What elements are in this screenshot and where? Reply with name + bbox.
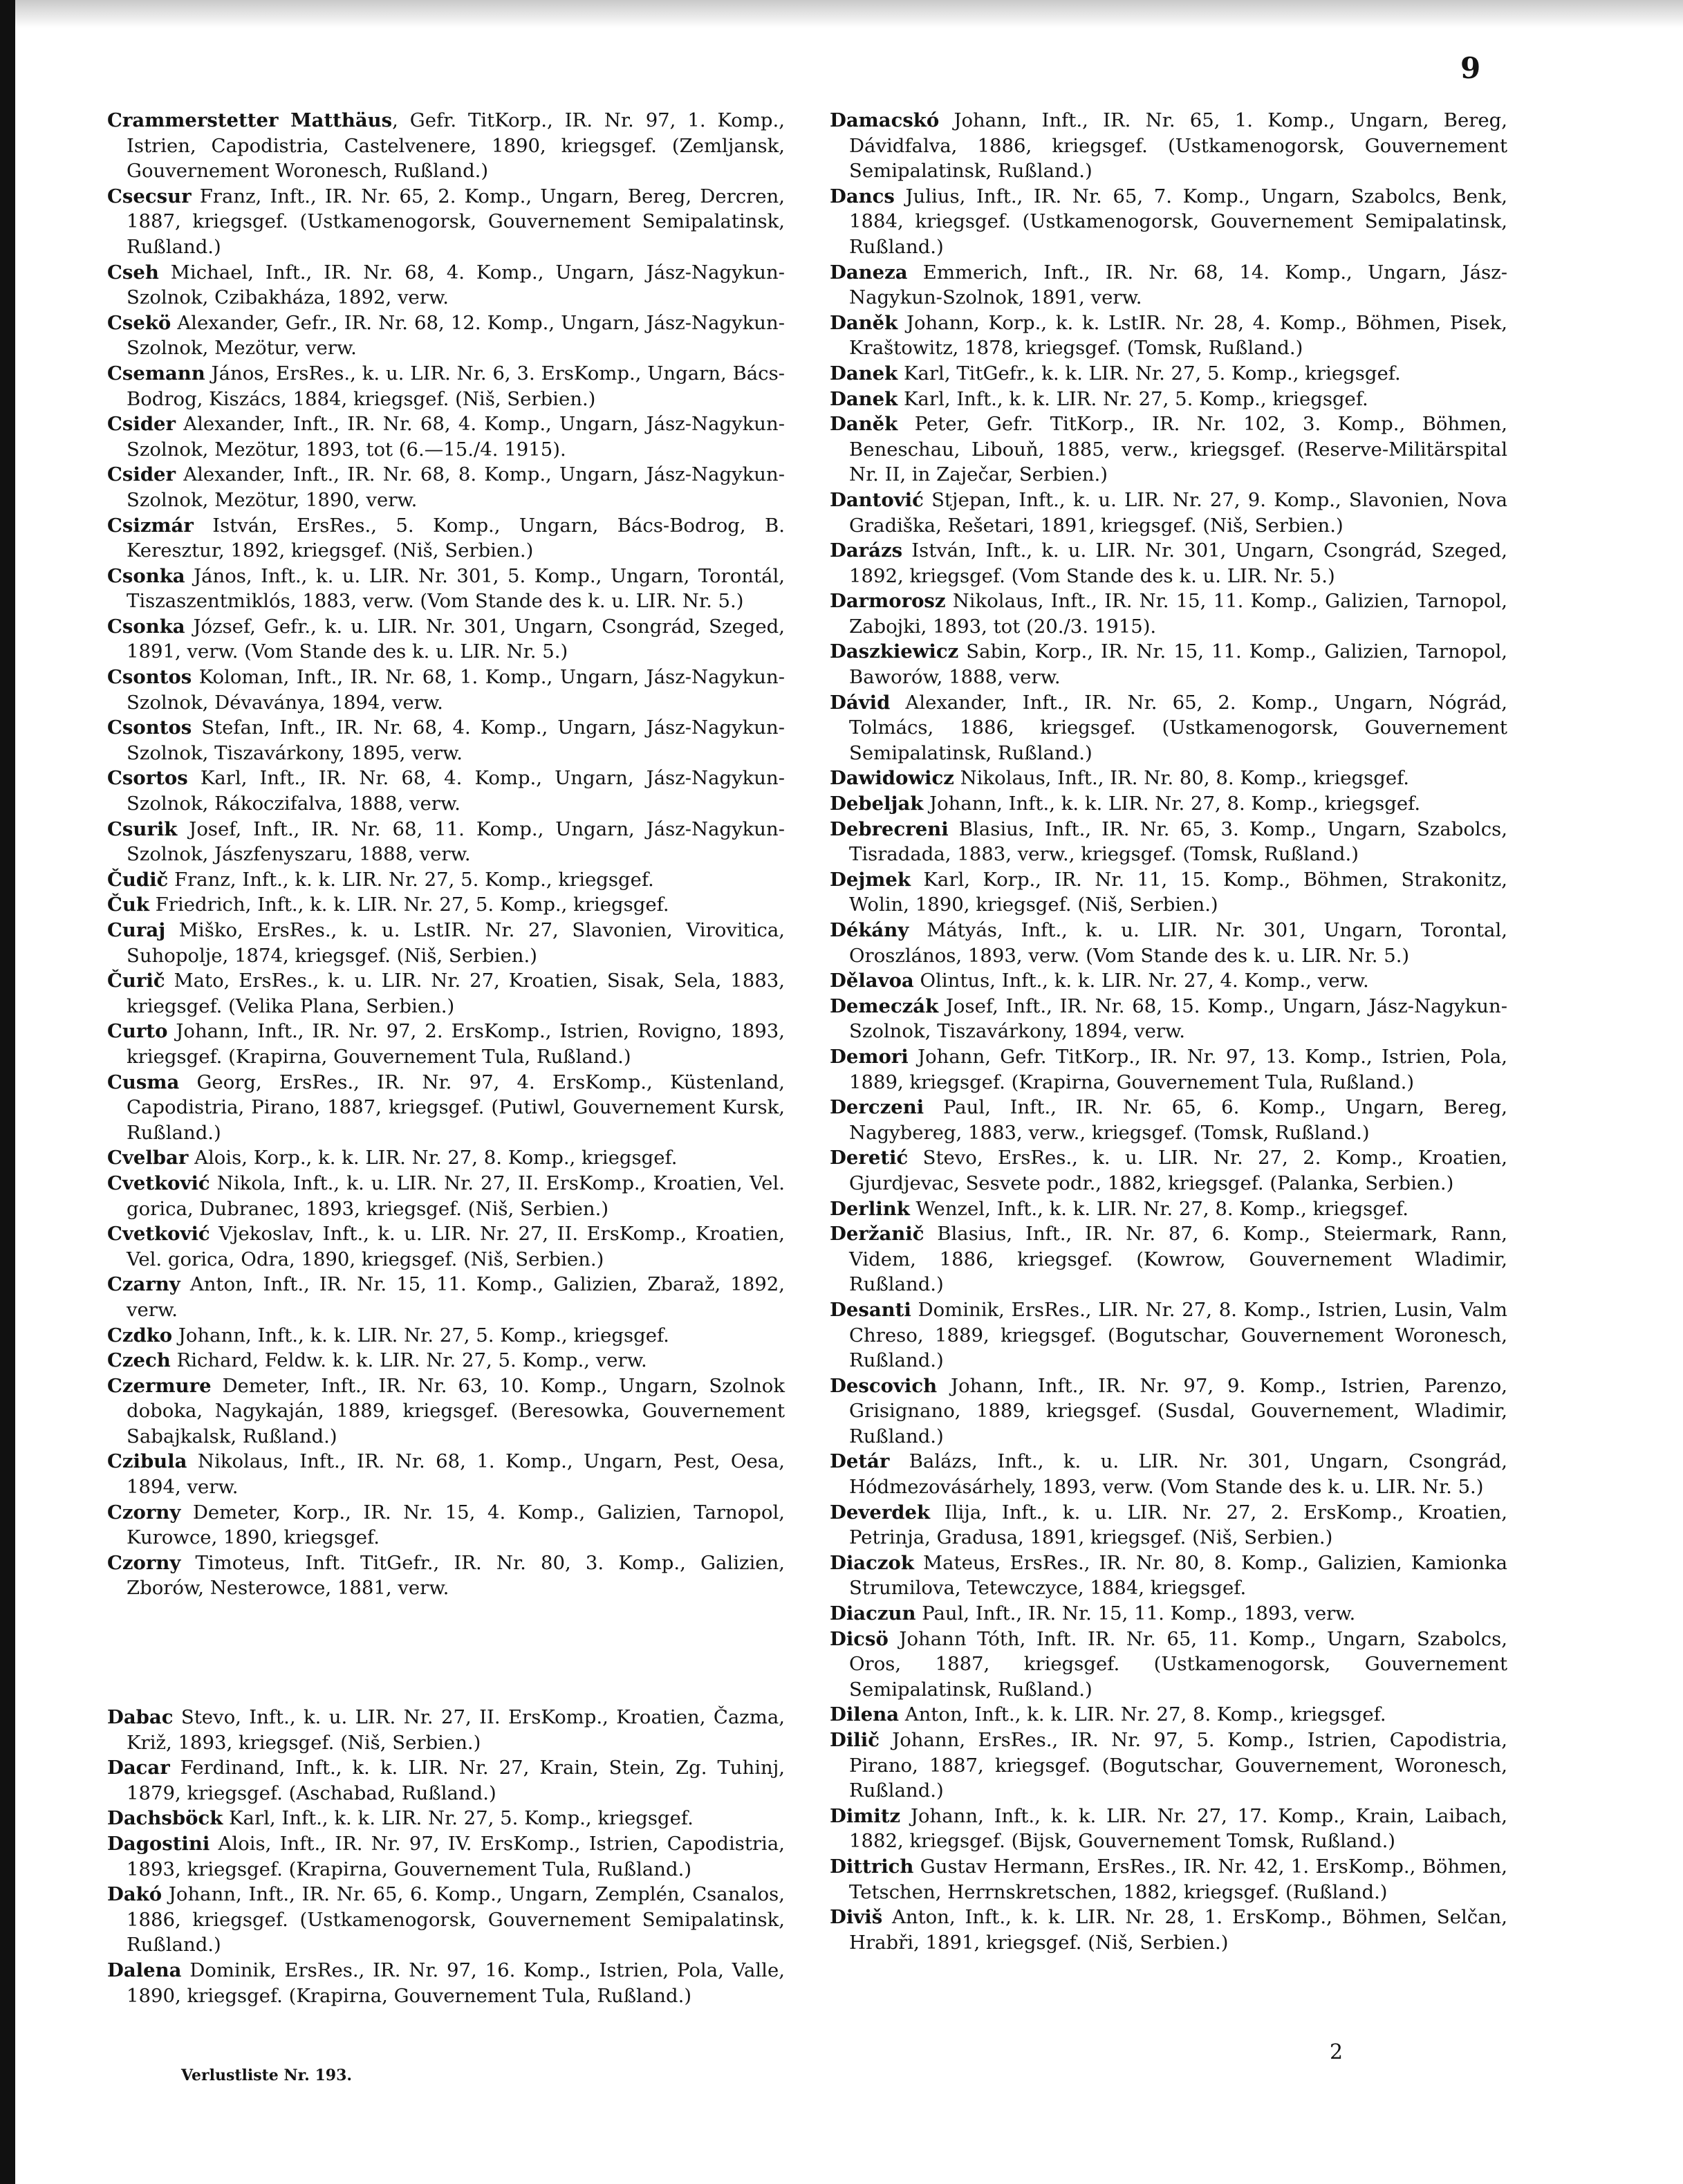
entry-surname: Deverdek <box>830 1501 931 1524</box>
entry-surname: Csortos <box>107 767 188 790</box>
entry-surname: Derlink <box>830 1197 910 1220</box>
entry-surname: Dawidowicz <box>830 767 954 790</box>
casualty-entry <box>830 1095 1507 1145</box>
entry-details: Blasius, Inft., IR. Nr. 65, 3. Komp., Ungarn, Szabolcs, Tisradada, 1883, verw., kriegsgef. (Tomsk, Rußland.) <box>849 817 1507 866</box>
casualty-entry <box>107 513 785 564</box>
entry-details: Michael, Inft., IR. Nr. 68, 4. Komp., Ungarn, Jász-Nagykun-Szolnok, Czibakháza, 1892, verw. <box>127 261 785 309</box>
entry-details: Paul, Inft., IR. Nr. 65, 6. Komp., Ungarn, Bereg, Nagybereg, 1883, verw., kriegsgef. (Tomsk, Rußland.) <box>849 1096 1507 1144</box>
entry-surname: Czorny <box>107 1551 181 1574</box>
section-gap <box>107 1601 785 1705</box>
entry-surname: Demeczák <box>830 994 939 1017</box>
entry-details: József, Gefr., k. u. LIR. Nr. 301, Ungarn, Csongrád, Szeged, 1891, verw. (Vom Stande des k. u. LIR. Nr. 5.) <box>127 615 785 663</box>
entry-details: Ferdinand, Inft., k. k. LIR. Nr. 27, Krain, Stein, Zg. Tuhinj, 1879, kriegsgef. (Aschabad, Rußland.) <box>127 1757 785 1804</box>
entry-surname: Čurič <box>107 970 165 992</box>
casualty-entry <box>830 968 1507 994</box>
casualty-entry <box>830 817 1507 867</box>
entry-surname: Dávid <box>830 691 891 714</box>
entry-details: Karl, Korp., IR. Nr. 11, 15. Komp., Böhmen, Strakonitz, Wolin, 1890, kriegsgef. (Niš, Serbien.) <box>849 868 1507 916</box>
entry-details: Johann, Korp., k. k. LstIR. Nr. 28, 4. Komp., Böhmen, Pisek, Kraštowitz, 1878, kriegsgef. (Tomsk, Rußland.) <box>849 311 1507 360</box>
entry-details: Demeter, Korp., IR. Nr. 15, 4. Komp., Galizien, Tarnopol, Kurowce, 1890, kriegsgef. <box>127 1501 785 1549</box>
entry-surname: Cusma <box>107 1071 180 1093</box>
entry-details: Emmerich, Inft., IR. Nr. 68, 14. Komp., Ungarn, Jász-Nagykun-Szolnok, 1891, verw. <box>849 261 1507 309</box>
casualty-entry <box>830 1044 1507 1095</box>
casualty-entry <box>830 411 1507 488</box>
casualty-entry <box>107 361 785 411</box>
entry-surname: Czorny <box>107 1501 181 1524</box>
entry-details: Mateus, ErsRes., IR. Nr. 80, 8. Komp., Galizien, Kamionka Strumilova, Tetewczyce, 1884, kriegsgef. <box>849 1551 1507 1600</box>
entry-surname: Daszkiewicz <box>830 640 959 663</box>
entry-surname: Csontos <box>107 666 192 689</box>
entry-details: Josef, Inft., IR. Nr. 68, 11. Komp., Ungarn, Jász-Nagykun-Szolnok, Jászfenyszaru, 1888, verw. <box>127 817 785 866</box>
casualty-entry <box>107 1882 785 1958</box>
casualty-entry <box>107 1221 785 1272</box>
entry-surname: Dékány <box>830 919 909 941</box>
entry-surname: Cseh <box>107 261 159 284</box>
entry-surname: Dimitz <box>830 1804 901 1827</box>
entry-details: János, ErsRes., k. u. LIR. Nr. 6, 3. ErsKomp., Ungarn, Bács-Bodrog, Kiszács, 1884, kriegsgef. (Niš, Serbien.) <box>127 362 785 410</box>
entry-details: Timoteus, Inft. TitGefr., IR. Nr. 80, 3. Komp., Galizien, Zborów, Nesterowce, 1881, verw. <box>127 1551 785 1600</box>
casualty-entry <box>107 1272 785 1322</box>
entry-surname: Csider <box>107 463 176 486</box>
entry-details: Alexander, Inft., IR. Nr. 65, 2. Komp., Ungarn, Nógrád, Tolmács, 1886, kriegsgef. (Ustkamenogorsk, Gouvernement Semipalatinsk, Rußland.) <box>849 691 1507 764</box>
entry-details: Mato, ErsRes., k. u. LIR. Nr. 27, Kroatien, Sisak, Sela, 1883, kriegsgef. (Velika Plana, Serbien.) <box>127 970 785 1017</box>
casualty-entry <box>107 1551 785 1601</box>
entry-details: Johann, ErsRes., IR. Nr. 97, 5. Komp., Istrien, Capodistria, Pirano, 1887, kriegsgef. (Bogutschar, Gouvernement, Woronesch, Rußland.) <box>849 1729 1507 1802</box>
casualty-entry <box>107 1755 785 1806</box>
entry-surname: Cvelbar <box>107 1147 189 1169</box>
entry-surname: Dilena <box>830 1703 900 1726</box>
entry-details: Olintus, Inft., k. k. LIR. Nr. 27, 4. Komp., verw. <box>913 970 1369 992</box>
casualty-entry <box>107 184 785 260</box>
entry-surname: Deretić <box>830 1147 909 1169</box>
entry-details: Balázs, Inft., k. u. LIR. Nr. 301, Ungarn, Csongrád, Hódmezovásárhely, 1893, verw. (Vom Stande des k. u. LIR. Nr. 5.) <box>849 1450 1507 1499</box>
entry-surname: Dilič <box>830 1729 880 1751</box>
footer-issue: Verlustliste Nr. 193. <box>181 2066 353 2084</box>
entry-surname: Dakó <box>107 1883 162 1906</box>
entry-surname: Csonka <box>107 564 185 587</box>
entry-details: Franz, Inft., IR. Nr. 65, 2. Komp., Ungarn, Bereg, Dercren, 1887, kriegsgef. (Ustkamenogorsk, Gouvernement Semipalatinsk, Rußland.) <box>127 185 785 258</box>
casualty-entry <box>107 462 785 512</box>
entry-details: Georg, ErsRes., IR. Nr. 97, 4. ErsKomp., Küstenland, Capodistria, Pirano, 1887, kriegsgef. (Putiwl, Gouvernement Kursk, Rußland.) <box>127 1071 785 1144</box>
casualty-entry <box>830 311 1507 361</box>
entry-details: Peter, Gefr. TitKorp., IR. Nr. 102, 3. Komp., Böhmen, Beneschau, Libouň, 1885, verw., kriegsgef. (Reserve-Militärspital Nr. II, in Zaječar, Serbien.) <box>849 413 1507 486</box>
casualty-entry <box>107 1019 785 1069</box>
casualty-entry <box>107 1323 785 1349</box>
entry-details: Johann, Inft., IR. Nr. 97, 9. Komp., Istrien, Parenzo, Grisignano, 1889, kriegsgef. (Susdal, Gouvernement, Wladimir, Rußland.) <box>849 1374 1507 1447</box>
entry-surname: Deržanič <box>830 1223 924 1246</box>
entry-surname: Diviš <box>830 1906 883 1929</box>
casualty-entry <box>107 311 785 361</box>
entry-surname: Dejmek <box>830 868 911 891</box>
casualty-entry <box>830 538 1507 589</box>
entry-details: Blasius, Inft., IR. Nr. 87, 6. Komp., Steiermark, Rann, Videm, 1886, kriegsgef. (Kowrow, Gouvernement Wladimir, Rußland.) <box>849 1223 1507 1296</box>
page-number: 9 <box>1460 51 1481 85</box>
entry-details: Johann Tóth, Inft. IR. Nr. 65, 11. Komp., Ungarn, Szabolcs, Oros, 1887, kriegsgef. (Ustkamenogorsk, Gouvernement Semipalatinsk, Rußland.) <box>849 1627 1507 1701</box>
entry-surname: Dělavoa <box>830 970 914 992</box>
entry-details: , Gefr. TitKorp., IR. Nr. 97, 1. Komp., Istrien, Capodistria, Castelvenere, 1890, kriegsgef. (Zemljansk, Gouvernement Woronesch, Rußland.) <box>127 109 785 183</box>
casualty-entry <box>107 411 785 462</box>
entry-surname: Danek <box>830 387 898 410</box>
entry-surname: Darázs <box>830 539 903 562</box>
entry-details: Miško, ErsRes., k. u. LstIR. Nr. 27, Slavonien, Virovitica, Suhopolje, 1874, kriegsgef. (Niš, Serbien.) <box>127 919 785 967</box>
casualty-entry <box>107 715 785 766</box>
entry-surname: Csonka <box>107 615 185 638</box>
casualty-entry <box>830 361 1507 387</box>
casualty-entry <box>107 564 785 614</box>
entry-details: Mátyás, Inft., k. u. LIR. Nr. 301, Ungarn, Torontal, Oroszlános, 1893, verw. (Vom Stande des k. u. LIR. Nr. 5.) <box>849 919 1507 967</box>
casualty-entry <box>830 1449 1507 1499</box>
casualty-entry <box>830 1728 1507 1804</box>
entry-surname: Czech <box>107 1349 171 1372</box>
casualty-entry <box>830 690 1507 766</box>
entry-details: Sabin, Korp., IR. Nr. 15, 11. Komp., Galizien, Tarnopol, Baworów, 1888, verw. <box>849 640 1507 689</box>
entry-details: Paul, Inft., IR. Nr. 15, 11. Komp., 1893, verw. <box>915 1602 1356 1625</box>
entry-surname: Dachsböck <box>107 1807 223 1830</box>
casualty-entry <box>830 1601 1507 1627</box>
entry-surname: Curto <box>107 1020 168 1043</box>
entry-details: Demeter, Inft., IR. Nr. 63, 10. Komp., Ungarn, Szolnok doboka, Nagykaján, 1889, kriegsgef. (Beresowka, Gouvernement Sabajkalsk, Rußland.) <box>127 1374 785 1447</box>
casualty-entry <box>107 614 785 665</box>
entry-details: Stevo, Inft., k. u. LIR. Nr. 27, II. ErsKomp., Kroatien, Čazma, Križ, 1893, kriegsgef. (Niš, Serbien.) <box>127 1706 785 1754</box>
entry-details: Josef, Inft., IR. Nr. 68, 15. Komp., Ungarn, Jász-Nagykun-Szolnok, Tiszavárkony, 1894, verw. <box>849 994 1507 1043</box>
casualty-entry <box>107 968 785 1019</box>
entry-details: Nikolaus, Inft., IR. Nr. 80, 8. Komp., kriegsgef. <box>954 767 1410 790</box>
casualty-entry <box>107 1806 785 1831</box>
entry-surname: Csecsur <box>107 185 192 207</box>
entry-details: István, Inft., k. u. LIR. Nr. 301, Ungarn, Csongrád, Szeged, 1892, kriegsgef. (Vom Stande des k. u. LIR. Nr. 5.) <box>849 539 1507 587</box>
casualty-entry <box>107 260 785 311</box>
entry-details: Karl, TitGefr., k. k. LIR. Nr. 27, 5. Komp., kriegsgef. <box>898 362 1401 385</box>
entry-details: Dominik, ErsRes., LIR. Nr. 27, 8. Komp., Istrien, Lusin, Valm Chreso, 1889, kriegsgef. (Bogutschar, Gouvernement Woronesch, Rußland.) <box>849 1298 1507 1372</box>
entry-details: Anton, Inft., IR. Nr. 15, 11. Komp., Galizien, Zbaraž, 1892, verw. <box>127 1273 785 1321</box>
casualty-entry <box>830 994 1507 1044</box>
casualty-entry <box>107 1070 785 1146</box>
entry-surname: Czermure <box>107 1374 212 1397</box>
entry-details: Johann, Inft., IR. Nr. 65, 6. Komp., Ungarn, Zemplén, Csanalos, 1886, kriegsgef. (Ustkamenogorsk, Gouvernement Semipalatinsk, Rußland.) <box>127 1883 785 1956</box>
casualty-entry <box>107 817 785 867</box>
casualty-entry <box>107 1145 785 1171</box>
entry-surname: Csontos <box>107 716 192 739</box>
entry-surname: Demori <box>830 1045 909 1068</box>
entry-details: Anton, Inft., k. k. LIR. Nr. 28, 1. ErsKomp., Böhmen, Selčan, Hrabři, 1891, kriegsgef. (Niš, Serbien.) <box>849 1906 1507 1954</box>
casualty-entry <box>830 108 1507 184</box>
casualty-entry <box>107 1348 785 1373</box>
casualty-entry <box>830 260 1507 311</box>
left-column <box>107 108 785 2008</box>
entry-surname: Debeljak <box>830 793 924 815</box>
casualty-entry <box>107 1958 785 2008</box>
entry-details: Johann, Inft., k. k. LIR. Nr. 27, 5. Komp., kriegsgef. <box>172 1324 669 1347</box>
entry-details: Nikolaus, Inft., IR. Nr. 68, 1. Komp., Ungarn, Pest, Oesa, 1894, verw. <box>127 1450 785 1499</box>
entry-details: Johann, Inft., IR. Nr. 97, 2. ErsKomp., Istrien, Rovigno, 1893, kriegsgef. (Krapirna, Gouvernement Tula, Rußland.) <box>127 1020 785 1068</box>
entry-surname: Crammerstetter Matthäus <box>107 109 393 131</box>
entry-surname: Danek <box>830 362 898 385</box>
right-column <box>830 108 1507 1955</box>
casualty-entry <box>830 1905 1507 1955</box>
entry-surname: Debrecreni <box>830 817 949 840</box>
entry-surname: Czarny <box>107 1273 180 1296</box>
entry-surname: Daněk <box>830 413 898 436</box>
entry-details: Vjekoslav, Inft., k. u. LIR. Nr. 27, II. ErsKomp., Kroatien, Vel. gorica, Odra, 1890, kriegsgef. (Niš, Serbien.) <box>127 1223 785 1270</box>
entry-surname: Damacskó <box>830 109 940 131</box>
signature-mark: 2 <box>1330 2040 1343 2064</box>
casualty-entry <box>107 892 785 918</box>
casualty-entry <box>830 1500 1507 1551</box>
entry-details: Alexander, Inft., IR. Nr. 68, 8. Komp., Ungarn, Jász-Nagykun-Szolnok, Mezötur, 1890, verw. <box>127 463 785 511</box>
casualty-entry <box>830 589 1507 639</box>
entry-surname: Dantović <box>830 488 924 511</box>
entry-surname: Curaj <box>107 919 166 941</box>
entry-details: Karl, Inft., IR. Nr. 68, 4. Komp., Ungarn, Jász-Nagykun-Szolnok, Rákoczifalva, 1888, verw. <box>127 767 785 815</box>
casualty-entry <box>830 918 1507 968</box>
entry-surname: Dacar <box>107 1757 170 1779</box>
entry-details: Dominik, ErsRes., IR. Nr. 97, 16. Komp., Istrien, Pola, Valle, 1890, kriegsgef. (Krapirna, Gouvernement Tula, Rußland.) <box>127 1959 785 2007</box>
entry-surname: Csekö <box>107 311 171 334</box>
casualty-entry <box>107 1373 785 1450</box>
casualty-entry <box>107 108 785 184</box>
casualty-entry <box>830 1627 1507 1703</box>
casualty-entry <box>830 184 1507 260</box>
entry-surname: Čuk <box>107 894 149 916</box>
casualty-entry <box>830 1145 1507 1196</box>
casualty-entry <box>830 387 1507 412</box>
casualty-entry <box>107 665 785 715</box>
entry-details: Stjepan, Inft., k. u. LIR. Nr. 27, 9. Komp., Slavonien, Nova Gradiška, Rešetari, 1891, kriegsgef. (Niš, Serbien.) <box>849 488 1507 537</box>
entry-surname: Cvetković <box>107 1172 210 1194</box>
casualty-entry <box>107 918 785 968</box>
entry-details: Alois, Korp., k. k. LIR. Nr. 27, 8. Komp., kriegsgef. <box>188 1147 678 1169</box>
entry-surname: Csurik <box>107 817 178 840</box>
entry-details: Johann, Inft., k. k. LIR. Nr. 27, 8. Komp., kriegsgef. <box>923 793 1421 815</box>
entry-surname: Darmorosz <box>830 590 946 613</box>
entry-details: Nikolaus, Inft., IR. Nr. 15, 11. Komp., Galizien, Tarnopol, Zabojki, 1893, tot (20./3. 1915). <box>849 590 1507 638</box>
entry-surname: Csizmár <box>107 514 194 537</box>
entry-surname: Diaczun <box>830 1602 916 1625</box>
entry-details: István, ErsRes., 5. Komp., Ungarn, Bács-Bodrog, B. Keresztur, 1892, kriegsgef. (Niš, Serbien.) <box>127 514 785 562</box>
casualty-entry <box>107 1831 785 1882</box>
entry-details: Friedrich, Inft., k. k. LIR. Nr. 27, 5. Komp., kriegsgef. <box>149 894 669 916</box>
entry-details: Stefan, Inft., IR. Nr. 68, 4. Komp., Ungarn, Jász-Nagykun-Szolnok, Tiszavárkony, 1895, verw. <box>127 716 785 764</box>
entry-details: Nikola, Inft., k. u. LIR. Nr. 27, II. ErsKomp., Kroatien, Vel. gorica, Dubranec, 1893, kriegsgef. (Niš, Serbien.) <box>127 1172 785 1220</box>
entry-details: Ilija, Inft., k. u. LIR. Nr. 27, 2. ErsKomp., Kroatien, Petrinja, Gradusa, 1891, kriegsgef. (Niš, Serbien.) <box>849 1501 1507 1549</box>
casualty-entry <box>830 488 1507 538</box>
entry-surname: Derczeni <box>830 1096 924 1119</box>
entry-surname: Diaczok <box>830 1551 914 1574</box>
entry-details: János, Inft., k. u. LIR. Nr. 301, 5. Komp., Ungarn, Torontál, Tiszaszentmiklós, 1883, verw. (Vom Stande des k. u. LIR. Nr. 5.) <box>127 564 785 613</box>
entry-details: Stevo, ErsRes., k. u. LIR. Nr. 27, 2. Komp., Kroatien, Gjurdjevac, Sesvete podr., 1882, kriegsgef. (Palanka, Serbien.) <box>849 1147 1507 1194</box>
entry-surname: Cvetković <box>107 1223 210 1246</box>
casualty-entry <box>107 1449 785 1499</box>
casualty-entry <box>830 1804 1507 1854</box>
casualty-entry <box>107 766 785 816</box>
entry-details: Johann, Gefr. TitKorp., IR. Nr. 97, 13. Komp., Istrien, Pola, 1889, kriegsgef. (Krapirna, Gouvernement Tula, Rußland.) <box>849 1045 1507 1093</box>
casualty-entry <box>830 791 1507 817</box>
casualty-entry <box>107 1705 785 1755</box>
entry-surname: Desanti <box>830 1298 911 1321</box>
entry-surname: Dancs <box>830 185 895 207</box>
casualty-entry <box>107 1500 785 1551</box>
entry-surname: Csemann <box>107 362 205 385</box>
entry-details: Gustav Hermann, ErsRes., IR. Nr. 42, 1. ErsKomp., Böhmen, Tetschen, Herrnskretschen, 1882, kriegsgef. (Rußland.) <box>849 1855 1507 1903</box>
casualty-entry <box>830 766 1507 791</box>
casualty-entry <box>830 1196 1507 1222</box>
casualty-entry <box>830 1373 1507 1450</box>
entry-surname: Dalena <box>107 1959 182 1981</box>
entry-details: Alexander, Gefr., IR. Nr. 68, 12. Komp., Ungarn, Jász-Nagykun-Szolnok, Mezötur, verw. <box>127 311 785 360</box>
entry-surname: Dittrich <box>830 1855 914 1878</box>
entry-surname: Czibula <box>107 1450 187 1473</box>
entry-surname: Czdko <box>107 1324 173 1347</box>
casualty-entry <box>107 867 785 893</box>
casualty-entry <box>830 867 1507 918</box>
entry-details: Karl, Inft., k. k. LIR. Nr. 27, 5. Komp., kriegsgef. <box>898 387 1368 410</box>
entry-surname: Daněk <box>830 311 898 334</box>
casualty-entry <box>830 1297 1507 1373</box>
casualty-entry <box>830 1221 1507 1297</box>
entry-details: Koloman, Inft., IR. Nr. 68, 1. Komp., Ungarn, Jász-Nagykun-Szolnok, Dévaványa, 1894, verw. <box>127 666 785 714</box>
entry-details: Karl, Inft., k. k. LIR. Nr. 27, 5. Komp., kriegsgef. <box>223 1807 694 1830</box>
entry-surname: Csider <box>107 413 176 436</box>
casualty-entry <box>107 1171 785 1221</box>
entry-surname: Čudič <box>107 868 169 891</box>
scan-top-shadow <box>15 0 1683 28</box>
entry-surname: Dagostini <box>107 1833 210 1855</box>
entry-surname: Dabac <box>107 1706 174 1729</box>
scan-left-edge <box>0 0 15 2184</box>
casualty-entry <box>830 639 1507 690</box>
entry-details: Anton, Inft., k. k. LIR. Nr. 27, 8. Komp., kriegsgef. <box>899 1703 1386 1726</box>
entry-surname: Daneza <box>830 261 908 284</box>
entry-details: Alexander, Inft., IR. Nr. 68, 4. Komp., Ungarn, Jász-Nagykun-Szolnok, Mezötur, 1893, tot (6.—15./4. 1915). <box>127 413 785 461</box>
entry-details: Richard, Feldw. k. k. LIR. Nr. 27, 5. Komp., verw. <box>170 1349 647 1372</box>
entry-details: Wenzel, Inft., k. k. LIR. Nr. 27, 8. Komp., kriegsgef. <box>909 1197 1409 1220</box>
entry-details: Johann, Inft., k. k. LIR. Nr. 27, 17. Komp., Krain, Laibach, 1882, kriegsgef. (Bijsk, Gouvernement Tomsk, Rußland.) <box>849 1804 1507 1853</box>
casualty-entry <box>830 1702 1507 1728</box>
casualty-entry <box>830 1854 1507 1905</box>
entry-details: Julius, Inft., IR. Nr. 65, 7. Komp., Ungarn, Szabolcs, Benk, 1884, kriegsgef. (Ustkamenogorsk, Gouvernement Semipalatinsk, Rußland.) <box>849 185 1507 258</box>
entry-details: Franz, Inft., k. k. LIR. Nr. 27, 5. Komp., kriegsgef. <box>168 868 654 891</box>
entry-details: Alois, Inft., IR. Nr. 97, IV. ErsKomp., Istrien, Capodistria, 1893, kriegsgef. (Krapirna, Gouvernement Tula, Rußland.) <box>127 1833 785 1880</box>
entry-surname: Descovich <box>830 1374 938 1397</box>
entry-surname: Detár <box>830 1450 890 1473</box>
casualty-entry <box>830 1551 1507 1601</box>
entry-details: Johann, Inft., IR. Nr. 65, 1. Komp., Ungarn, Bereg, Dávidfalva, 1886, kriegsgef. (Ustkamenogorsk, Gouvernement Semipalatinsk, Rußland.) <box>849 109 1507 183</box>
entry-surname: Dicsö <box>830 1627 889 1650</box>
